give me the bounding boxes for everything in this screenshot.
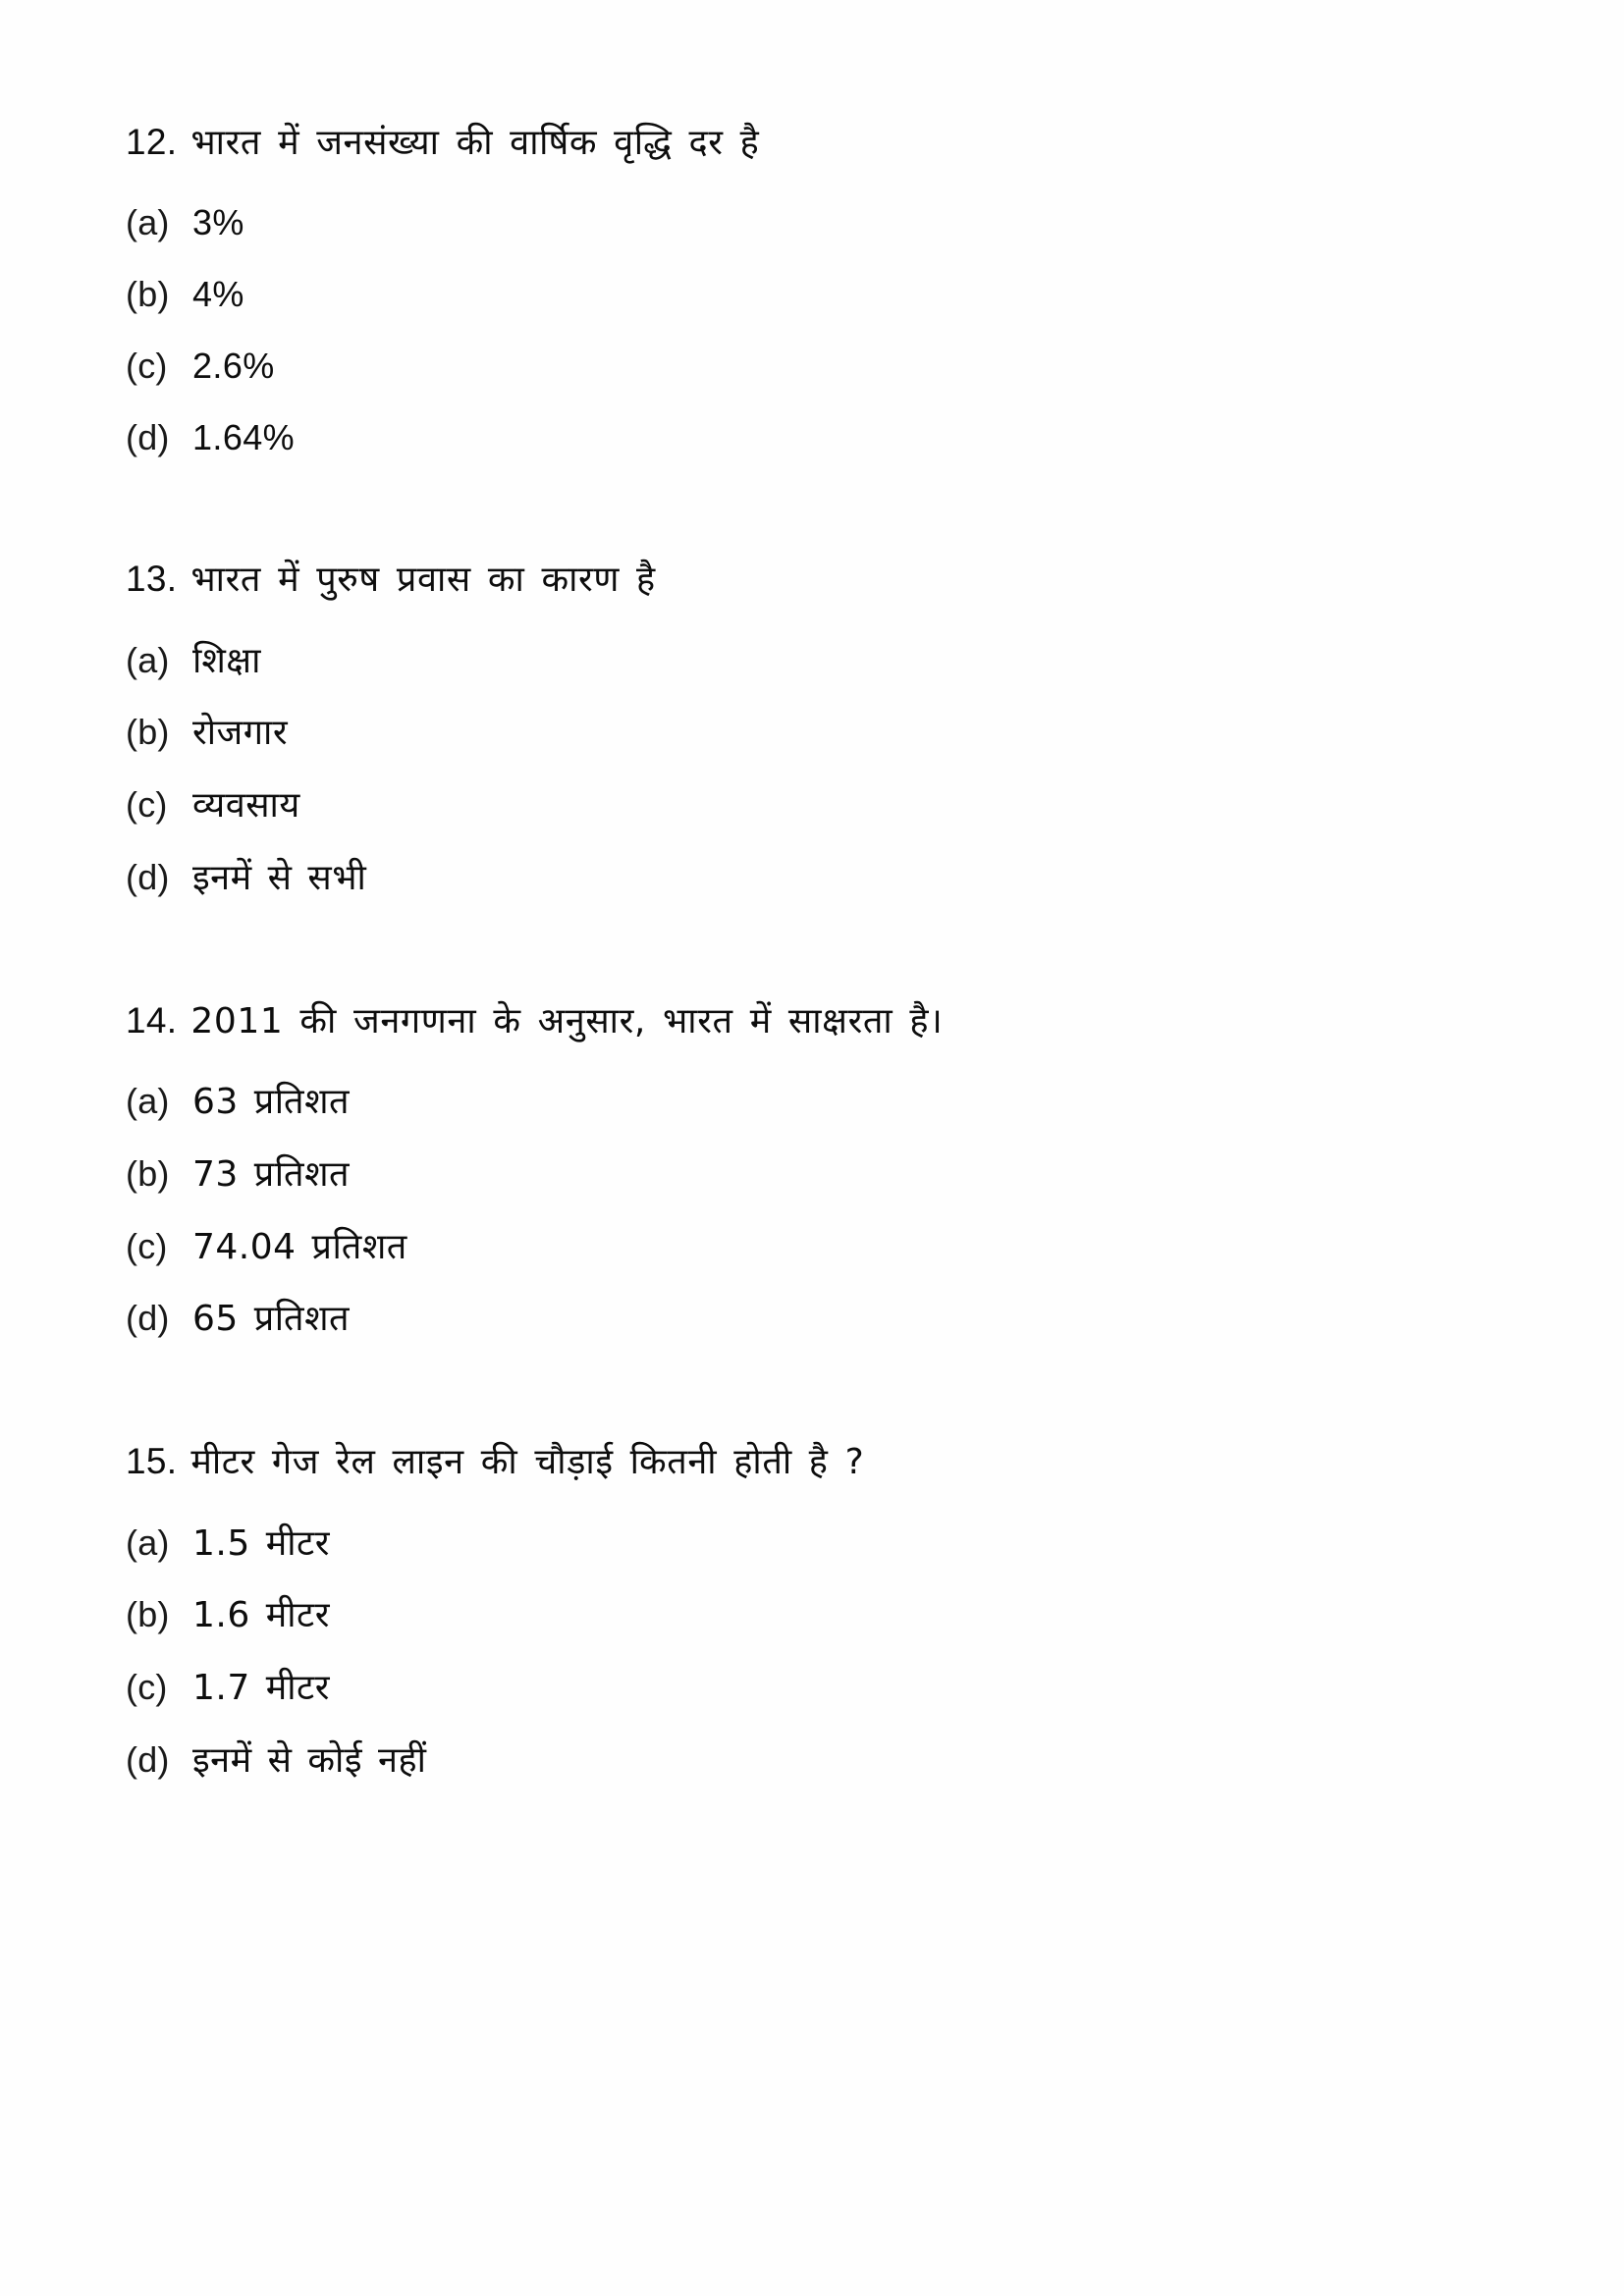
option-label-13a: (a) (126, 639, 170, 680)
option-label-12d: (d) (126, 416, 170, 457)
question-heading-15 (126, 1437, 1500, 1486)
option-label-12c: (c) (126, 345, 168, 386)
option-label-13b: (b) (126, 712, 170, 753)
option-text-12a: 3% (192, 202, 244, 243)
option-row-15b[interactable] (126, 1592, 1500, 1639)
option-row-12a[interactable] (126, 200, 1500, 246)
question-block-13 (126, 555, 1500, 901)
option-row-14c[interactable] (126, 1224, 1500, 1271)
option-text-13c: व्यवसाय (192, 785, 300, 827)
option-row-15c[interactable] (126, 1665, 1500, 1712)
option-text-12d: 1.64% (192, 416, 296, 457)
option-row-14d[interactable] (126, 1296, 1500, 1343)
question-block-12 (126, 118, 1500, 460)
option-label-13d: (d) (126, 857, 170, 898)
option-row-13d[interactable] (126, 855, 1500, 902)
option-row-14a[interactable] (126, 1079, 1500, 1126)
question-list (126, 118, 1500, 1785)
option-text-15d: इनमें से कोई नहीं (192, 1739, 427, 1781)
question-text-12: भारत में जनसंख्या की वार्षिक वृद्धि दर है (190, 123, 760, 163)
option-label-15d: (d) (126, 1738, 170, 1780)
option-row-12b[interactable] (126, 272, 1500, 318)
option-row-15a[interactable] (126, 1521, 1500, 1568)
option-label-14d: (d) (126, 1298, 170, 1339)
option-text-14a: 63 प्रतिशत (192, 1082, 351, 1123)
option-row-12d[interactable] (126, 415, 1500, 461)
option-text-13b: रोजगार (192, 713, 289, 754)
option-label-13c: (c) (126, 784, 168, 826)
option-label-12b: (b) (126, 274, 170, 315)
option-label-14a: (a) (126, 1081, 170, 1122)
option-label-12a: (a) (126, 202, 170, 243)
option-row-12c[interactable] (126, 344, 1500, 390)
option-label-15b: (b) (126, 1594, 170, 1635)
option-text-15a: 1.5 मीटर (192, 1522, 330, 1564)
option-text-15c: 1.7 मीटर (192, 1668, 330, 1709)
option-text-15b: 1.6 मीटर (192, 1595, 330, 1636)
option-row-13a[interactable] (126, 638, 1500, 685)
option-label-14b: (b) (126, 1152, 170, 1194)
option-text-14c: 74.04 प्रतिशत (192, 1226, 407, 1267)
option-text-12c: 2.6% (192, 345, 275, 386)
question-number-13: 13. (126, 559, 178, 600)
option-label-15a: (a) (126, 1522, 170, 1563)
option-label-14c: (c) (126, 1225, 168, 1266)
question-block-14 (126, 996, 1500, 1343)
option-row-13b[interactable] (126, 710, 1500, 757)
option-row-13c[interactable] (126, 782, 1500, 829)
option-text-14d: 65 प्रतिशत (192, 1299, 351, 1340)
option-text-14b: 73 प्रतिशत (192, 1153, 351, 1195)
option-label-15c: (c) (126, 1667, 168, 1708)
option-text-13d: इनमें से सभी (192, 858, 367, 899)
option-row-15d[interactable] (126, 1737, 1500, 1785)
question-text-15: मीटर गेज रेल लाइन की चौड़ाई कितनी होती है ? (190, 1442, 865, 1483)
question-text-14: 2011 की जनगणना के अनुसार, भारत में साक्षरता है। (190, 1000, 944, 1041)
question-heading-12 (126, 118, 1500, 167)
question-text-13: भारत में पुरुष प्रवास का कारण है (190, 560, 656, 601)
question-number-15: 15. (126, 1441, 178, 1482)
question-heading-14 (126, 996, 1500, 1045)
question-block-15 (126, 1437, 1500, 1784)
option-text-13a: शिक्षा (192, 640, 261, 681)
option-row-14b[interactable] (126, 1151, 1500, 1199)
question-number-14: 14. (126, 999, 178, 1041)
question-number-12: 12. (126, 122, 178, 162)
option-text-12b: 4% (192, 274, 244, 315)
question-heading-13 (126, 555, 1500, 604)
